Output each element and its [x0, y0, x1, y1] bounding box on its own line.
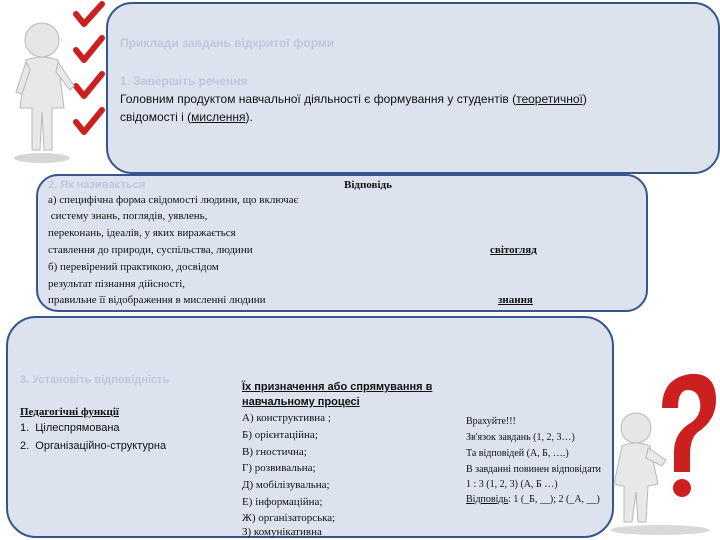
answer-thinking: мислення — [191, 110, 246, 124]
note-line: 1 : 3 (1, 2, 3) (А, Б …) — [466, 479, 558, 490]
definition-line: результат пізнання дійсності, — [48, 278, 186, 290]
question-mark-icon — [662, 374, 716, 472]
note-line: Врахуйте!!! — [466, 416, 516, 427]
definition-line: систему знань, поглядів, уявлень, — [48, 210, 208, 222]
purpose-item: А) конструктивна ; — [242, 412, 331, 424]
purpose-item: Е) інформаційна; — [242, 496, 323, 508]
answer-text: : 1 (_Б, __); 2 (_А, __) — [508, 494, 600, 505]
purpose-item: Ж) організаторська; — [242, 512, 336, 524]
task-1-sentence-line-1 — [120, 92, 587, 106]
definition-line: а) специфічна форма свідомості людини, що включає — [48, 194, 299, 206]
purpose-item: З) комунікативна — [242, 526, 322, 538]
definition-line: б) перевірений практикою, досвідом — [48, 261, 219, 273]
sentence-text: ). — [245, 110, 253, 124]
task-1-sentence-line-2 — [120, 110, 253, 124]
purpose-title-text: Їх призначення або спрямування в навчальному процесі — [242, 381, 433, 408]
panel-title: Приклади завдань відкритої форми — [120, 36, 335, 50]
answer-line — [466, 494, 600, 505]
open-form-task-panel — [106, 2, 720, 174]
definition-line: правильне її відображення в мисленні людини — [48, 294, 266, 306]
definition-line: переконань, ідеалів, у яких виражається — [48, 227, 236, 239]
function-item: 1. Цілеспрямована — [20, 422, 120, 434]
task-2-heading: 2. Як називається — [48, 179, 146, 191]
sentence-text: Головним продуктом навчальної діяльності є формування у студентів ( — [120, 92, 517, 106]
check-mark-icon — [76, 4, 102, 132]
note-line: Та відповідей (А, Б, ….) — [466, 448, 569, 459]
definition-task-panel — [36, 174, 648, 312]
sentence-text: ) — [582, 92, 587, 106]
definition-line: ставлення до природи, суспільства, людини — [48, 244, 253, 256]
matching-task-panel — [6, 316, 614, 538]
purpose-item: Д) мобілізувальна; — [242, 479, 330, 491]
purpose-title — [242, 380, 472, 410]
purpose-item: Г) розвивальна; — [242, 462, 316, 474]
question-figure-icon — [600, 360, 720, 538]
answer-label: Відповідь — [466, 494, 509, 505]
answer-theoretical: теоретичної — [516, 92, 583, 106]
functions-title: Педагогічні функції — [20, 406, 119, 418]
note-line: В завданні повинен відповідати — [466, 464, 602, 475]
checklist-figure-icon — [4, 0, 110, 172]
answer-worldview: світогляд — [490, 244, 537, 256]
purpose-item: В) гностична; — [242, 446, 307, 458]
answer-column-header: Відповідь — [344, 179, 392, 191]
note-line: Зв'язок завдань (1, 2, 3…) — [466, 432, 575, 443]
function-item: 2. Організаційно-структурна — [20, 440, 167, 452]
sentence-text: свідомості і ( — [120, 110, 192, 124]
answer-knowledge: знання — [498, 294, 533, 306]
task-1-heading: 1. Завершіть речення — [120, 74, 248, 88]
purpose-item: Б) орієнтаційна; — [242, 429, 318, 441]
task-3-heading: 3. Установіть відповідність — [20, 374, 170, 386]
